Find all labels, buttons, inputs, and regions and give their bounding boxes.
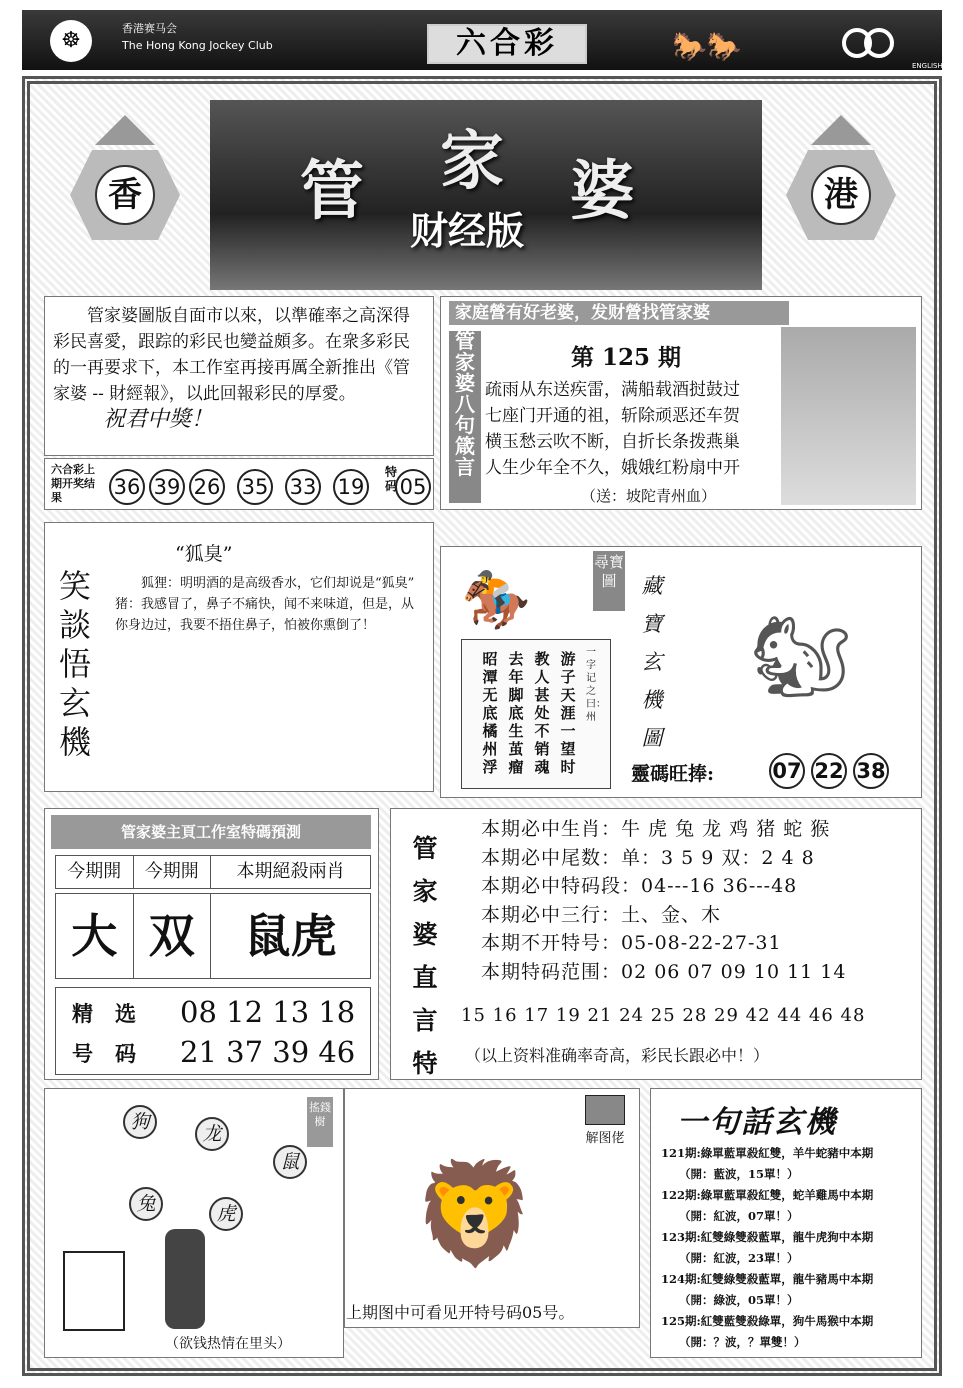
lucky-ball: 22: [811, 753, 847, 789]
joke-box: [44, 522, 434, 792]
banner-subtitle: 财经版: [410, 208, 525, 253]
tip-row: 本期特码范围：02 06 07 09 10 11 14: [481, 960, 847, 983]
forecast-columns: [55, 855, 371, 889]
tree-caption: （欲钱热情在里头）: [165, 1336, 291, 1352]
zodiac-bubble: 龙: [195, 1117, 229, 1151]
result-ball: 39: [149, 469, 185, 505]
tips-numbers: 15 16 17 19 21 24 25 28 29 42 44 46 48: [461, 1005, 866, 1026]
poem-line: 人生少年全不久，娥娥红粉扇中开: [485, 458, 740, 478]
result-ball: 19: [333, 469, 369, 505]
eight-line-poem: [440, 296, 922, 510]
poem-vertical-title: 管家婆八句箴言: [449, 331, 481, 503]
masthead-banner: [210, 100, 762, 290]
pick-row: 08 12 13 18: [180, 995, 356, 1029]
left-lantern: [60, 110, 190, 280]
poem-picture: [781, 327, 916, 505]
forecast-col: 今期開: [56, 856, 134, 888]
tips-rows: [481, 815, 846, 986]
lucky-ball: 07: [769, 753, 805, 789]
oneline-answer: （開：紅波，23單！）: [679, 1251, 799, 1265]
issue-number: 第 125 期: [571, 344, 682, 371]
forecast-col: 本期絕殺兩肖: [236, 861, 345, 882]
direct-tips: [390, 808, 922, 1080]
page-title: 六合彩: [427, 24, 587, 64]
tree-tag: 搖錢樹: [307, 1097, 333, 1147]
poem-from: （送：坡陀青州血）: [581, 487, 717, 505]
riddle-note: 一字记之曰：州: [586, 647, 606, 723]
treasure-map-box: [440, 546, 922, 798]
riddle-col: 去年脚底生茧瘤: [508, 650, 524, 776]
oneline-answer: （開：綠波，05單！）: [679, 1293, 799, 1307]
hand-pen-icon: [585, 1095, 625, 1125]
tip-row: 本期不开特号：05-08-22-27-31: [481, 932, 782, 954]
oneline-title: 一句話玄機: [677, 1105, 837, 1140]
special-label: 特码: [385, 465, 398, 493]
riddle-col: 教人甚处不销魂: [534, 650, 550, 776]
money-tree: [44, 1088, 344, 1358]
forecast-value: 双: [134, 894, 212, 978]
org-name-en: The Hong Kong Jockey Club: [122, 39, 273, 52]
result-ball: 36: [109, 469, 145, 505]
riddle-col: 昭潭无底橘州浮: [482, 650, 498, 776]
lucky-ball: 38: [853, 753, 889, 789]
oneline-answer: （開：紅波，07單！）: [679, 1209, 799, 1223]
oneline-item: 125期:紅雙藍雙殺綠單，狗牛馬猴中本期: [661, 1314, 874, 1328]
selected-numbers: [55, 987, 371, 1075]
intro-box: [44, 296, 434, 456]
horses-icon: 🐎🐎: [672, 30, 742, 63]
oneline-item: 124期:紅雙綠雙殺藍單，龍牛豬馬中本期: [661, 1272, 874, 1286]
riddle-col: 游子天涯一望时: [560, 650, 576, 776]
tip-row: 本期必中三行：土、金、木: [481, 903, 722, 926]
zodiac-bubble: 狗: [123, 1105, 157, 1139]
banner-char-2: 家: [440, 124, 504, 199]
jockey-club-logo-icon: ☸: [50, 20, 92, 62]
tip-row: 本期必中生肖：牛 虎 兔 龙 鸡 猪 蛇 猴: [481, 818, 831, 840]
banner-char-3: 婆: [570, 154, 634, 229]
banner-char-1: 管: [300, 154, 364, 229]
poem-line: 七座门开通的祖，斩除顽恶还车贺: [485, 406, 740, 426]
org-name-cn: 香港赛马会: [122, 22, 177, 35]
special-code-forecast: [44, 808, 379, 1080]
org-name: [122, 20, 273, 54]
result-ball: 33: [285, 469, 321, 505]
explainer-tag-label: 解图佬: [585, 1131, 625, 1146]
lion-illustration-icon: 🦁: [412, 1155, 538, 1272]
oneline-item: 123期:紅雙綠雙殺藍單，龍牛虎狗中本期: [661, 1230, 874, 1244]
poem-lines: [485, 377, 740, 481]
lucky-numbers: [631, 759, 886, 786]
poem-line: 疏雨从东送疾雷，满船载酒挝鼓过: [485, 380, 740, 400]
intro-text: 管家婆圖版自面市以來，以準確率之高深得彩民喜愛，跟踪的彩民也變益頗多。在衆多彩民的一再要求下，本工作室再接再厲全新推出《管家婆 -- 財經報》，以此回報彩民的厚愛。: [53, 306, 410, 404]
poem-header: 家庭營有好老婆，发财營找管家婆: [449, 301, 789, 325]
header-bar: [22, 10, 942, 70]
result-ball: 35: [237, 469, 273, 505]
pick-row: 21 37 39 46: [180, 1035, 356, 1069]
oneline-answer: （開：藍波，15單！）: [679, 1167, 799, 1181]
last-results: [44, 458, 434, 510]
result-ball: 26: [189, 469, 225, 505]
jockey-horse-icon: 🏇: [461, 568, 531, 633]
squirrel-illustration-icon: 🐿: [750, 610, 852, 703]
lucky-label: 靈碼旺捧:: [631, 763, 715, 785]
right-lantern: [776, 110, 906, 280]
tips-vertical-title: 管家婆直言特: [412, 834, 438, 1078]
tree-trunk: [165, 1229, 205, 1329]
left-lantern-char: 香: [95, 165, 155, 225]
special-ball: 05: [395, 469, 431, 505]
explainer-caption: 上期图中可看见开特号码05号。: [346, 1303, 575, 1322]
english-label[interactable]: ENGLISH: [912, 62, 943, 70]
forecast-col: 今期開: [134, 856, 212, 888]
joke-text: 狐狸：明明酒的是高级香水，它们却说是“狐臭” 猪：我感冒了，鼻子不痛快，闻不来味道，但是，从你身边过，我要不捂住鼻子，怕被你熏倒了！: [115, 576, 415, 633]
forecast-values: [55, 893, 371, 979]
tip-row: 本期必中特码段：04---16 36---48: [481, 875, 798, 897]
riddle-scroll: [461, 639, 611, 789]
oneline-list: [661, 1143, 873, 1353]
tip-row: 本期必中尾数：单：3 5 9 双：2 4 8: [481, 846, 815, 869]
joke-title: “狐臭”: [175, 543, 233, 565]
zodiac-bubble: 兔: [129, 1187, 163, 1221]
joke-vertical-title: 笑談悟玄機: [58, 567, 91, 761]
one-line-riddle: [650, 1088, 922, 1358]
oneline-item: 122期:綠單藍單殺紅雙，蛇羊雞馬中本期: [661, 1188, 874, 1202]
picture-explainer: [344, 1088, 640, 1328]
forecast-header: 管家婆主頁工作室特碼預測: [51, 815, 371, 849]
zodiac-bubble: 鼠: [273, 1145, 307, 1179]
pick-label: 精选号码: [72, 1001, 158, 1066]
explainer-tag: [577, 1095, 633, 1146]
zodiac-bubble: 虎: [209, 1197, 243, 1231]
treasure-caption: 藏寶玄機圖: [641, 574, 663, 750]
forecast-value: 大: [56, 894, 134, 978]
results-label: 六合彩上期开奖结果: [51, 463, 95, 504]
poem-line: 横玉愁云吹不断，自折长条拨燕巢: [485, 432, 740, 452]
forecast-value: 鼠虎: [244, 909, 337, 963]
pick-numbers: [180, 992, 355, 1072]
intro-blessing: 祝君中獎！: [103, 407, 214, 432]
tips-note: （以上资料准确率奇高，彩民长跟必中！）: [465, 1046, 770, 1065]
oneline-item: 121期:綠單藍單殺紅雙，羊牛蛇豬中本期: [661, 1146, 874, 1160]
right-lantern-char: 港: [811, 165, 871, 225]
oneline-answer: （開：？波，？單雙！）: [679, 1335, 806, 1349]
blank-box: [63, 1251, 125, 1331]
treasure-tag: 尋寶圖: [593, 551, 625, 611]
rings-logo-icon: [842, 28, 902, 58]
